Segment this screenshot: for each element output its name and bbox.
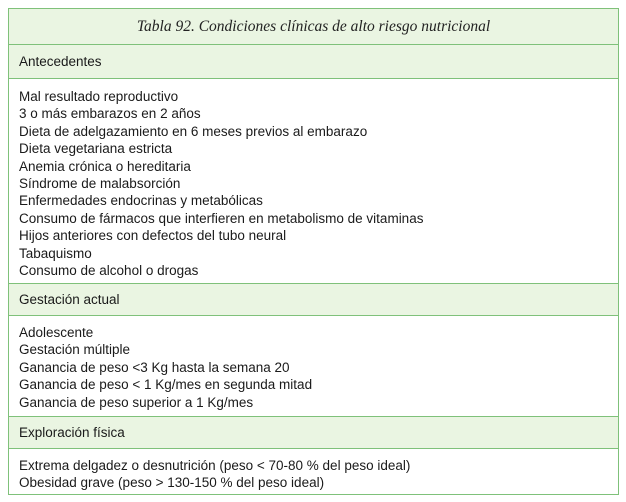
list-item: Adolescente <box>19 325 94 340</box>
list-item: Anemia crónica o hereditaria <box>19 158 191 174</box>
list-item: Ganancia de peso < 1 Kg/mes en segunda mitad <box>19 377 313 393</box>
list-item: Ganancia de peso <3 Kg hasta la semana 20 <box>19 359 290 375</box>
list-item: Dieta vegetariana estricta <box>19 141 173 157</box>
section-body-gestacion <box>9 316 618 416</box>
section-header-label: Antecedentes <box>19 54 102 69</box>
section-header-label: Exploración física <box>19 425 125 440</box>
list-item: Extrema delgadez o desnutrición (peso < 70-80 % del peso ideal) <box>19 458 411 473</box>
list-item: Mal resultado reproductivo <box>19 89 179 104</box>
list-item: Ganancia de peso superior a 1 Kg/mes <box>19 394 254 410</box>
section-header-exploracion <box>9 416 618 449</box>
section-body-exploracion <box>9 449 618 492</box>
list-item: Consumo de fármacos que interfieren en metabolismo de vitaminas <box>19 210 424 226</box>
list-item: Obesidad grave (peso > 130-150 % del peso ideal) <box>19 475 325 491</box>
list-item: Tabaquismo <box>19 245 92 261</box>
list-item: Dieta de adelgazamiento en 6 meses previos al embarazo <box>19 123 368 139</box>
list-item: Hijos anteriores con defectos del tubo neural <box>19 228 287 244</box>
clinical-risk-table <box>8 8 619 495</box>
section-body-antecedentes <box>9 79 618 283</box>
list-item: 3 o más embarazos en 2 años <box>19 106 201 122</box>
list-item: Enfermedades endocrinas y metabólicas <box>19 193 263 209</box>
section-header-antecedentes <box>9 45 618 79</box>
list-item: Consumo de alcohol o drogas <box>19 263 199 279</box>
section-header-gestacion <box>9 283 618 316</box>
list-item: Síndrome de malabsorción <box>19 176 181 192</box>
table-title: Tabla 92. Condiciones clínicas de alto riesgo nutricional <box>136 17 491 35</box>
section-header-label: Gestación actual <box>19 292 120 307</box>
list-item: Gestación múltiple <box>19 342 131 358</box>
table-title-bar <box>9 9 618 45</box>
